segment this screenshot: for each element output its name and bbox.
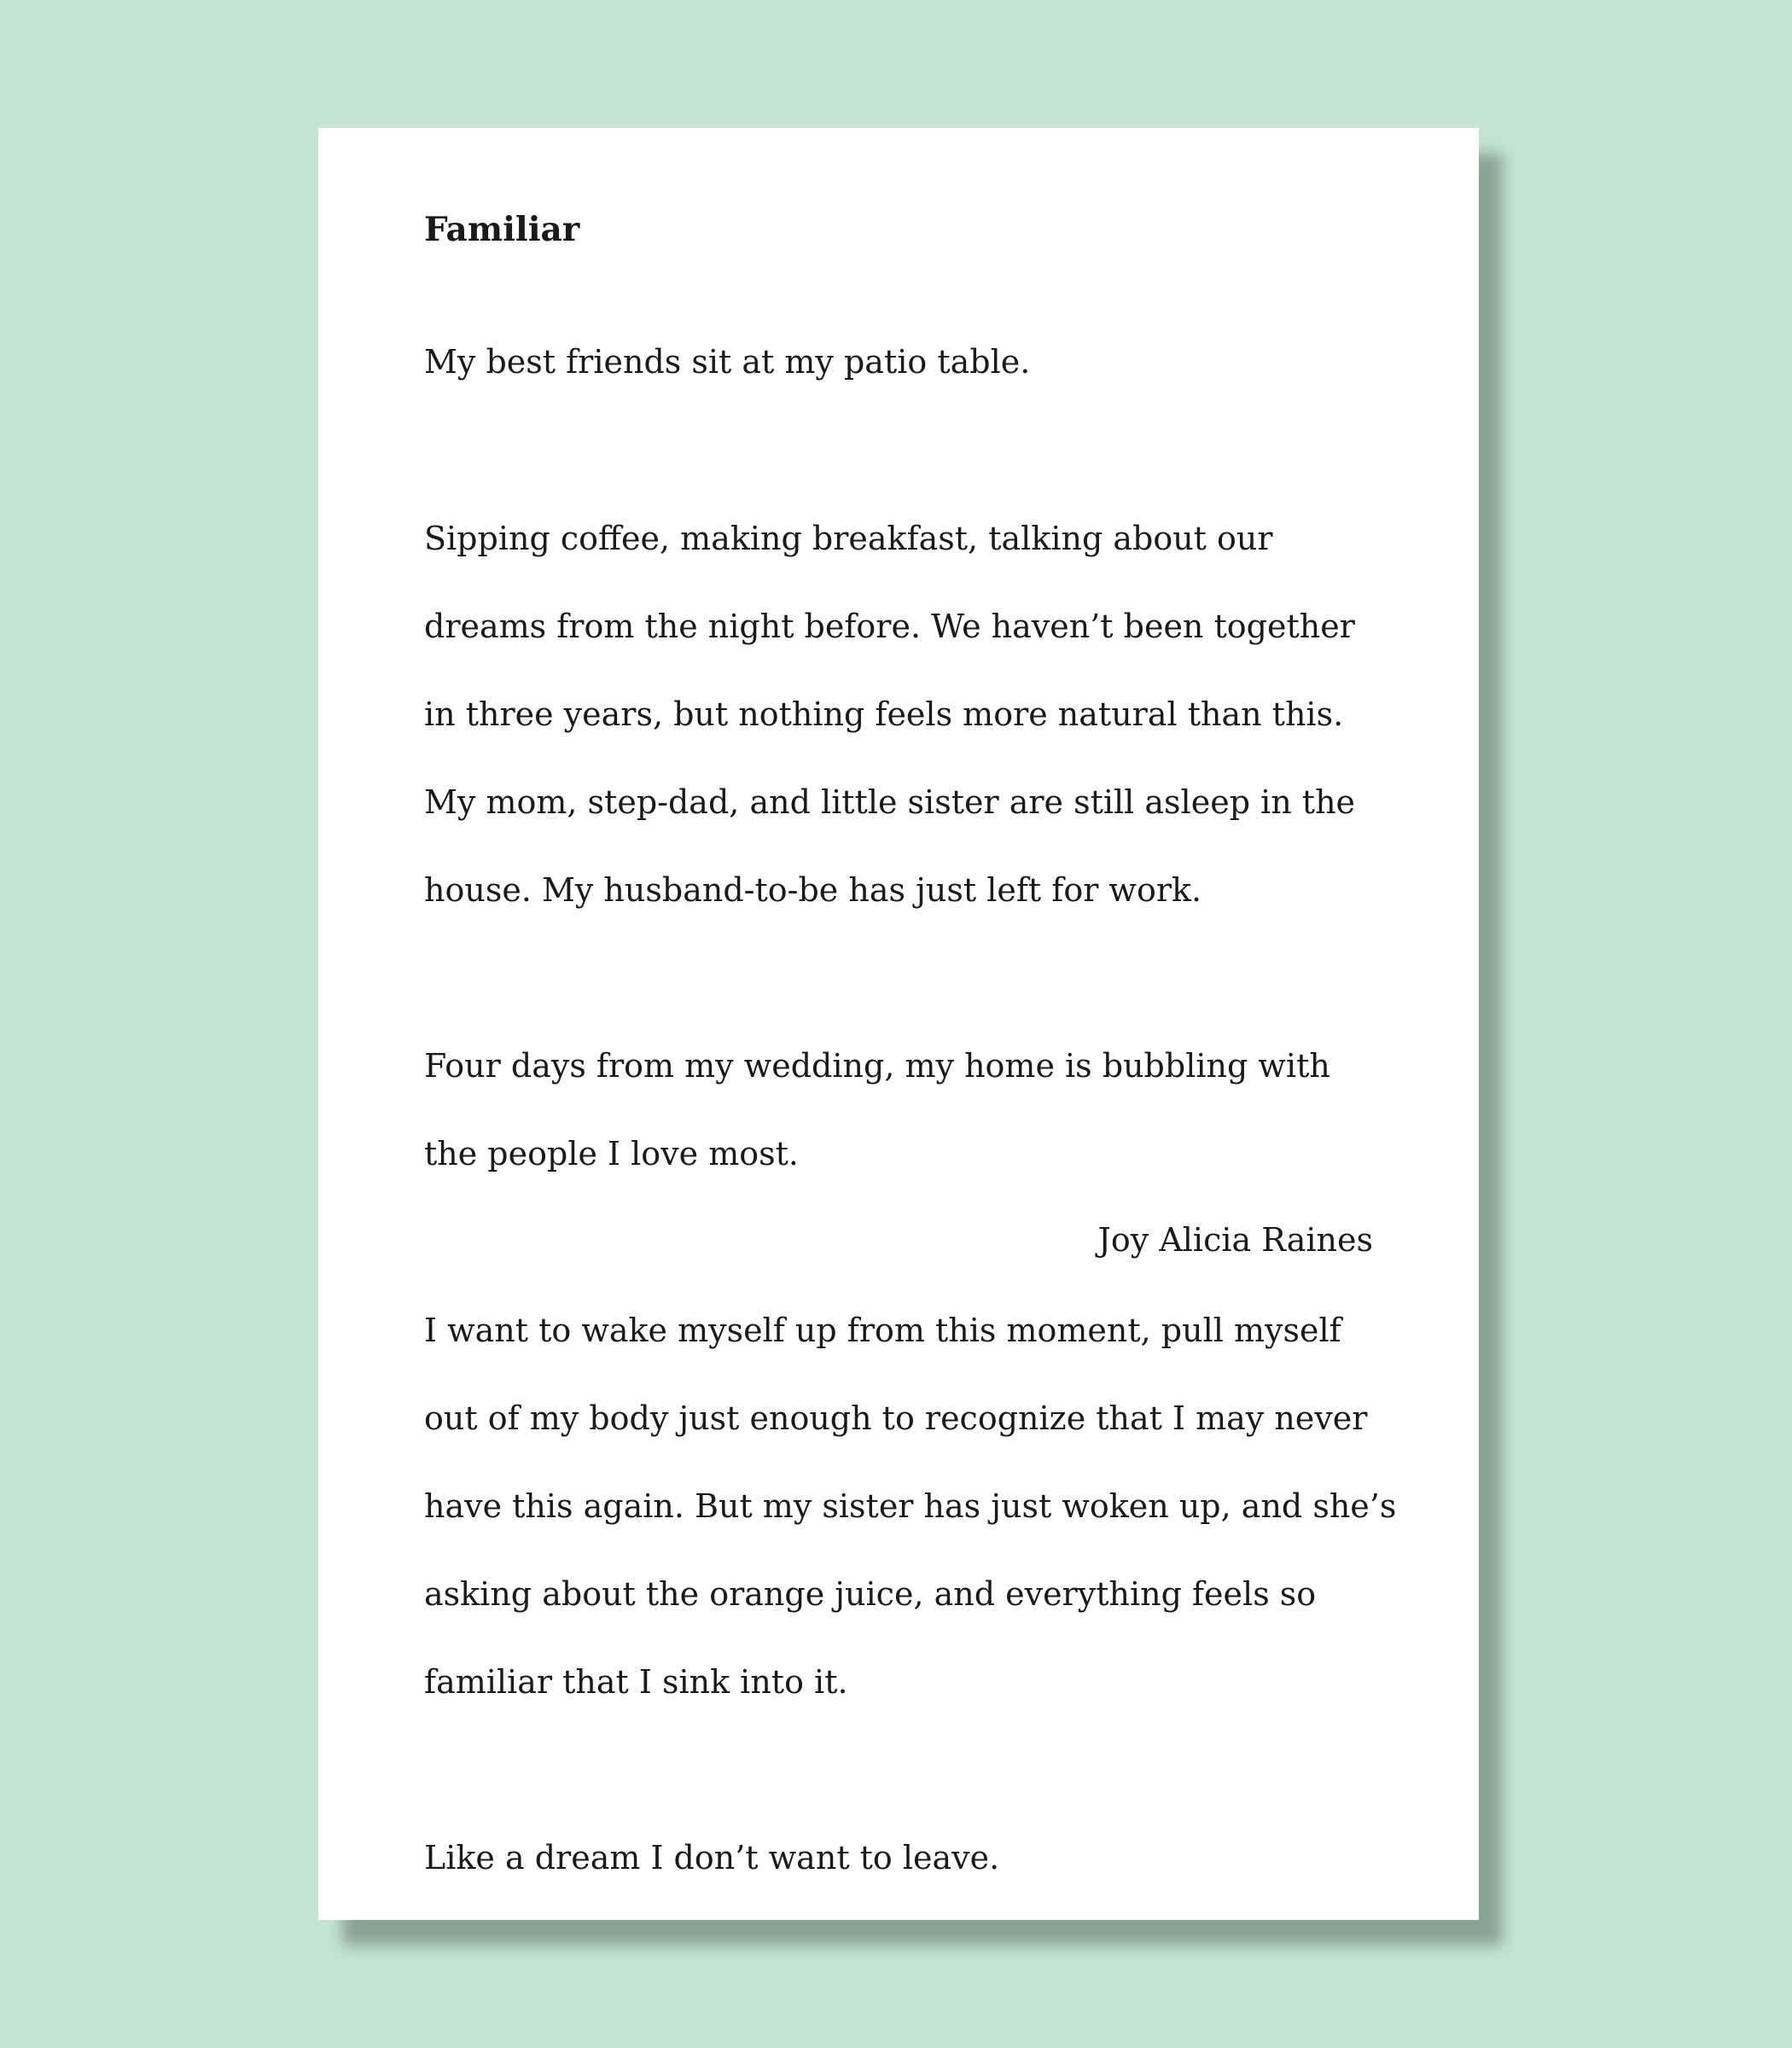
poem-line: My mom, step-dad, and little sister are still asleep in the [424,783,1356,821]
author-name: Joy Alicia Raines [1097,1221,1373,1259]
stanza-3 [424,1001,1388,1221]
poem-line: house. My husband-to-be has just left for work. [424,870,1202,909]
poem-line: out of my body just enough to recognize that I may never [424,1399,1368,1437]
poem-line: Sipping coffee, making breakfast, talking about our [424,519,1273,557]
stanza-2 [424,473,1388,957]
poem-line: Like a dream I don’t want to leave. [424,1839,1000,1876]
poem-line: in three years, but nothing feels more natural than this. [424,695,1344,733]
poem-line: asking about the orange juice, and everything feels so [424,1574,1317,1613]
poem-line: familiar that I sink into it. [424,1662,848,1701]
poem-line: I want to wake myself up from this moment, pull myself [424,1311,1341,1349]
poem-line: My best friends sit at my patio table. [424,343,1031,381]
poem-line: Four days from my wedding, my home is bubbling with [424,1047,1330,1085]
poem-line: have this again. But my sister has just woken up, and she’s [424,1487,1397,1525]
poem-line: the people I love most. [424,1135,799,1172]
stanza-5 [424,1793,1388,1925]
stanza-4 [424,1265,1397,1748]
poem-line: dreams from the night before. We haven’t been together [424,607,1355,645]
poem-title: Familiar [424,210,580,249]
poem-page [318,128,1479,1920]
stanza-1 [424,297,1388,429]
poem-body [424,208,1397,1969]
